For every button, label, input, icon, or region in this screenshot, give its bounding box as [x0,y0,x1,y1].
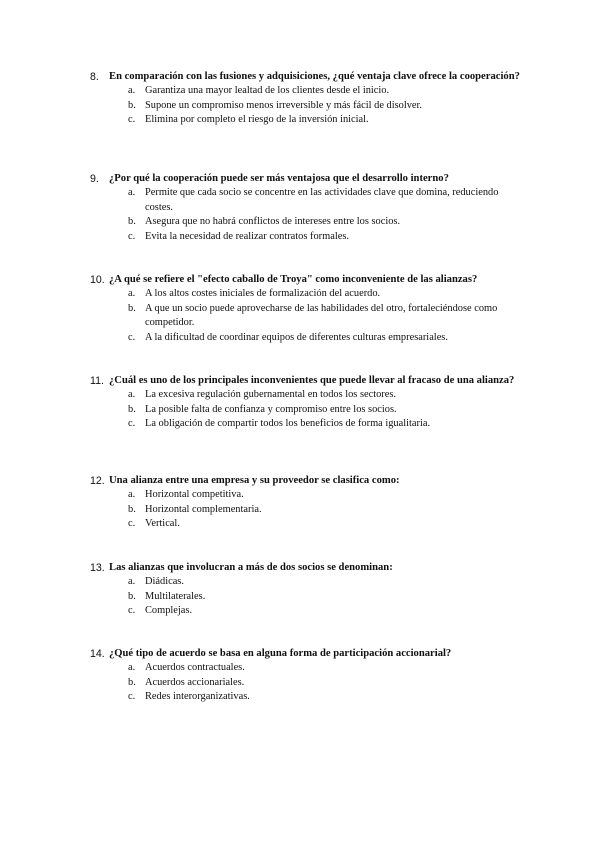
question-number: 12. [90,475,105,487]
option-a: a. Diádicas. [128,576,184,587]
option-b: b. A que un socio puede aprovecharse de las habilidades del otro, fortaleciéndose como competidor. [128,302,498,329]
question-number: 13. [90,562,105,574]
option-b: b. Asegura que no habrá conflictos de intereses entre los socios. [128,216,401,228]
option-list [90,186,526,244]
question-number: 9. [90,173,99,185]
option-b: b. Multilaterales. [128,590,206,602]
option-c: c. A la dificultad de coordinar equipos de diferentes culturas empresariales. [128,331,448,343]
option-a: a. La excesiva regulación gubernamental en todos los sectores. [128,389,397,400]
option-b: b. Horizontal complementaria. [128,503,262,515]
option-a: a. Garantiza una mayor lealtad de los clientes desde el inicio. [128,85,390,96]
question-11 [90,374,526,432]
question-number: 8. [90,71,99,83]
option-list [90,575,526,619]
option-list [90,661,526,705]
option-a: a. Permite que cada socio se concentre en las actividades clave que domina, reduciendo costes. [128,187,499,213]
option-a: a. Horizontal competitiva. [128,489,244,500]
option-list [90,488,526,532]
option-list [90,388,526,432]
option-c: c. La obligación de compartir todos los beneficios de forma igualitaria. [128,418,431,430]
option-c: c. Elimina por completo el riesgo de la inversión inicial. [128,114,369,126]
question-number: 14. [90,648,105,660]
option-c: c. Vertical. [128,518,180,530]
question-text: ¿Cuál es uno de los principales inconvenientes que puede llevar al fracaso de una alianza? [109,375,515,386]
option-c: c. Evita la necesidad de realizar contratos formales. [128,230,349,242]
option-list [90,84,526,128]
question-10 [90,273,526,345]
option-c: c. Complejas. [128,605,193,617]
option-c: c. Redes interorganizativas. [128,691,250,703]
question-13 [90,561,526,619]
question-number: 10. [90,274,105,286]
question-8 [90,70,526,128]
question-12 [90,474,526,532]
question-text: Las alianzas que involucran a más de dos socios se denominan: [109,562,393,573]
option-a: a. A los altos costes iniciales de formalización del acuerdo. [128,288,381,299]
option-b: b. Supone un compromiso menos irreversible y más fácil de disolver. [128,99,423,111]
question-text: ¿Qué tipo de acuerdo se basa en alguna forma de participación accionarial? [109,648,452,659]
question-text: Una alianza entre una empresa y su proveedor se clasifica como: [109,475,400,486]
question-9 [90,172,526,244]
question-14 [90,647,526,705]
question-text: ¿Por qué la cooperación puede ser más ventajosa que el desarrollo interno? [109,173,449,184]
question-text: ¿A qué se refiere el "efecto caballo de Troya" como inconveniente de las alianzas? [109,274,478,285]
question-text: En comparación con las fusiones y adquisiciones, ¿qué ventaja clave ofrece la cooperación? [109,71,520,82]
option-b: b. Acuerdos accionariales. [128,676,245,688]
option-a: a. Acuerdos contractuales. [128,662,245,673]
option-b: b. La posible falta de confianza y compromiso entre los socios. [128,403,397,415]
question-number: 11. [90,375,104,387]
option-list [90,287,526,345]
